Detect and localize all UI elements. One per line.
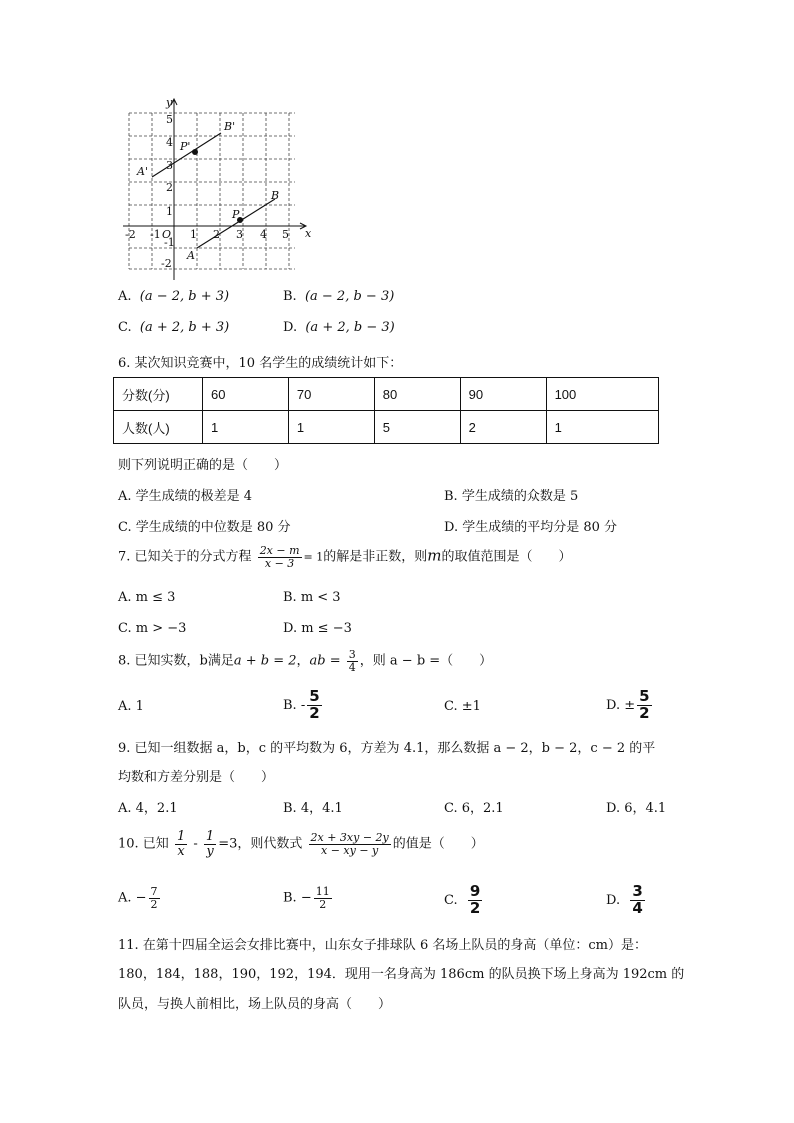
q10-fraction-2: $\frac{1}{y}$: [205, 829, 215, 859]
q10-option-a: A. − $\frac{7}{2}$: [118, 885, 158, 911]
point-p-prime: [192, 149, 198, 155]
x-tick: 4: [260, 228, 267, 241]
point-a-label: A: [187, 249, 195, 262]
table-cell: 90: [460, 378, 546, 411]
q6-stem: 6. 某次知识竞赛中，10 名学生的成绩统计如下：: [118, 356, 403, 371]
q9-option-d: D. 6，4.1: [606, 801, 667, 816]
q10-option-c: C. $\frac{9}{2}$: [444, 882, 481, 917]
origin-label: O: [162, 228, 172, 241]
x-tick: 2: [213, 228, 220, 241]
x-tick: 1: [190, 228, 197, 241]
q10-fraction-1: $\frac{1}{x}$: [176, 829, 186, 859]
axis-x-label: x: [305, 227, 312, 240]
q7-option-c: C. m > −3: [118, 621, 187, 636]
point-a-prime-label: A': [137, 165, 148, 178]
q8-option-b: B. - $\frac{5}{2}$: [283, 687, 320, 722]
table-cell: 100: [546, 378, 658, 411]
q11-line-3: 队员，与换人前相比，场上队员的身高（ ）: [118, 997, 392, 1012]
table-cell: 人数(人): [114, 411, 203, 444]
q5-option-d: D. (a + 2, b − 3): [283, 320, 395, 335]
q6-option-b: B. 学生成绩的众数是 5: [444, 489, 579, 504]
x-tick: 3: [236, 228, 243, 241]
x-tick: -2: [125, 228, 136, 241]
q10-option-d: D. $\frac{3}{4}$: [606, 882, 643, 917]
table-cell: 1: [203, 411, 289, 444]
q6-option-a: A. 学生成绩的极差是 4: [118, 489, 253, 504]
q8-option-c: C. ±1: [444, 699, 481, 714]
table-cell: 2: [460, 411, 546, 444]
q11-line-1: 11. 在第十四届全运会女排比赛中，山东女子排球队 6 名场上队员的身高（单位：cm）是：: [118, 938, 647, 953]
q8-stem: 8. 已知实数，b满足a + b = 2，ab = $\frac{3}{4}$ ，则 a − b =（ ）: [118, 648, 493, 674]
q6-option-d: D. 学生成绩的平均分是 80 分: [444, 520, 618, 535]
q11-line-2: 180，184，188，190，192，194．现用一名身高为 186cm 的队员换下场上身高为 192cm 的: [118, 967, 685, 982]
q5-option-b: B. (a − 2, b − 3): [283, 289, 395, 304]
table-cell: 60: [203, 378, 289, 411]
coordinate-graph: [115, 95, 320, 280]
q9-option-a: A. 4，2.1: [118, 801, 178, 816]
y-tick: 3: [166, 159, 173, 172]
table-row: [114, 411, 659, 444]
q8-option-d: D. ± $\frac{5}{2}$: [606, 687, 650, 722]
q9-option-b: B. 4，4.1: [283, 801, 343, 816]
y-tick: 1: [166, 205, 173, 218]
table-cell: 5: [374, 411, 460, 444]
x-tick: 5: [282, 228, 289, 241]
x-tick: -1: [150, 228, 161, 241]
q7-option-b: B. m < 3: [283, 590, 341, 605]
point-b-label: B: [271, 189, 280, 202]
score-table: [113, 377, 659, 444]
table-cell: 分数(分): [114, 378, 203, 411]
q9-option-c: C. 6，2.1: [444, 801, 504, 816]
q10-option-b: B. − $\frac{11}{2}$: [283, 885, 330, 911]
point-p-label: P: [232, 208, 240, 221]
q7-option-a: A. m ≤ 3: [118, 590, 176, 605]
y-tick: 5: [166, 113, 173, 126]
axis-y-label: y: [166, 96, 173, 109]
q9-line-1: 9. 已知一组数据 a，b，c 的平均数为 6，方差为 4.1，那么数据 a − 2，b − 2，c − 2 的平: [118, 741, 656, 756]
point-b-prime-label: B': [224, 120, 236, 133]
q6-prompt: 则下列说明正确的是（ ）: [118, 458, 288, 473]
table-cell: 80: [374, 378, 460, 411]
point-p-prime-label: P': [180, 140, 191, 153]
q8-fraction: $\frac{3}{4}$: [348, 648, 356, 674]
q5-option-c: C. (a + 2, b + 3): [118, 320, 230, 335]
q10-fraction-3: $\frac{2x + 3xy - 2y}{x - xy - y}$: [310, 831, 389, 857]
table-cell: 1: [546, 411, 658, 444]
q8-option-a: A. 1: [118, 699, 144, 714]
q9-line-2: 均数和方差分别是（ ）: [118, 770, 275, 785]
y-tick: 2: [166, 181, 173, 194]
y-tick: -1: [164, 236, 175, 249]
q7-stem: 7. 已知关于的分式方程 $\frac{2x - m}{x - 3}$ = 1的解是非正数，则m的取值范围是（ ）: [118, 544, 572, 570]
q5-option-a: A. (a − 2, b + 3): [118, 289, 230, 304]
y-tick: -2: [161, 257, 172, 270]
q7-option-d: D. m ≤ −3: [283, 621, 352, 636]
q6-option-c: C. 学生成绩的中位数是 80 分: [118, 520, 291, 535]
table-cell: 70: [288, 378, 374, 411]
table-cell: 1: [288, 411, 374, 444]
y-tick: 4: [166, 136, 173, 149]
q7-fraction: $\frac{2x - m}{x - 3}$: [259, 544, 300, 570]
q10-stem: 10. 已知 $\frac{1}{x}$ - $\frac{1}{y}$ =3，则代数式 $\frac{2x + 3xy - 2y}{x - xy - y}$ 的值是（ ）: [118, 829, 484, 859]
table-row: [114, 378, 659, 411]
